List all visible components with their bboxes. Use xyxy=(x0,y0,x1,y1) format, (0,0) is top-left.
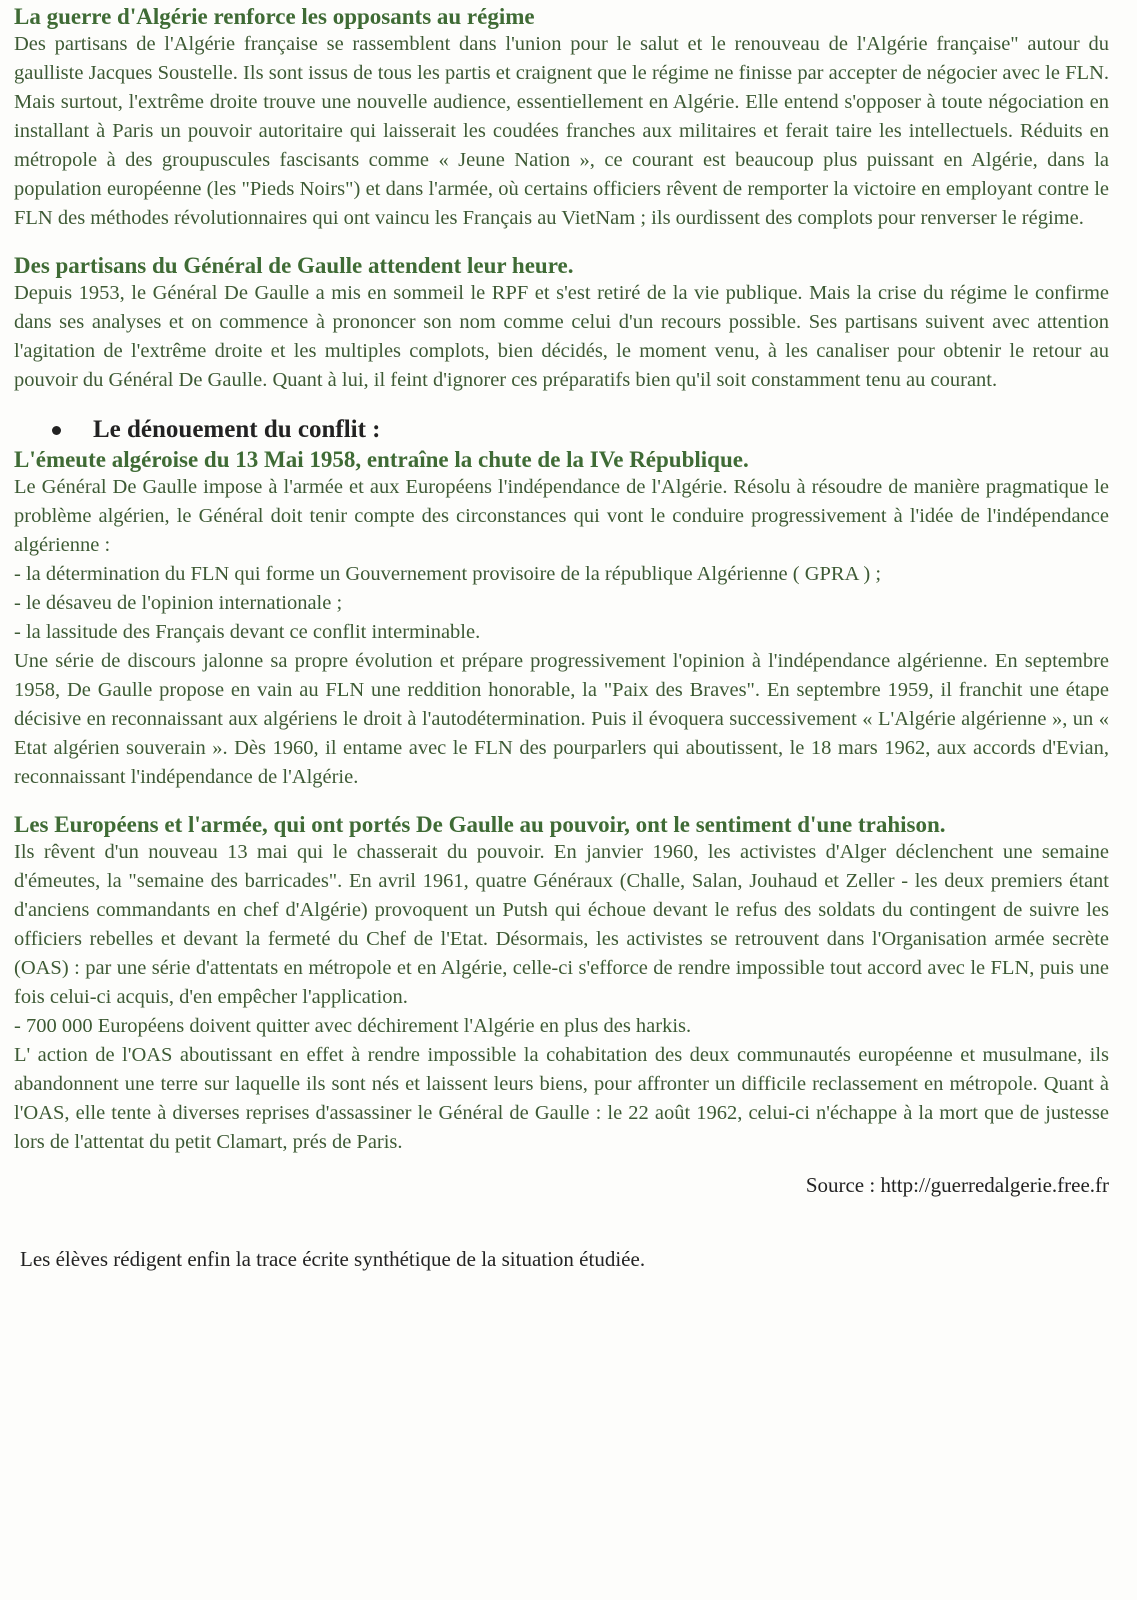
list-item: - 700 000 Européens doivent quitter avec déchirement l'Algérie en plus des harkis. xyxy=(14,1015,692,1037)
section-body-opposants: Des partisans de l'Algérie française se rassemblent dans l'union pour le salut et le renouveau de l'Algérie française" autour du gaulliste Jacques Soustelle. Ils sont issus de tous les partis et craignent que le régime ne finisse par accepter de négocier avec le FLN. Mais surtout, l'extrême droite trouve une nouvelle audience, essentiellement en Algérie. Elle entend s'opposer à toute négociation en installant à Paris un pouvoir autoritaire qui laisserait les coudées franches aux militaires et ferait taire les intellectuels. Réduits en métropole à des groupuscules fascisants comme « Jeune Nation », ce courant est beaucoup plus puissant en Algérie, dans la population européenne (les "Pieds Noirs") et dans l'armée, où certains officiers rêvent de remporter la victoire en employant contre le FLN des méthodes révolutionnaires qui ont vaincu les Français au VietNam ; ils ourdissent des complots pour renverser le régime. xyxy=(14,33,1109,229)
bullet-heading-text: Le dénouement du conflit : xyxy=(93,416,381,443)
section-body-partisans-de-gaulle: Depuis 1953, le Général De Gaulle a mis en sommeil le RPF et s'est retiré de la vie publique. Mais la crise du régime le confirme dans ses analyses et on commence à prononcer son nom comme celui d'un recours possible. Ses partisans suivent avec attention l'agitation de l'extrême droite et les multiples complots, bien décidés, le moment venu, à les canaliser pour obtenir le retour au pouvoir du Général De Gaulle. Quant à lui, il feint d'ignorer ces préparatifs bien qu'il soit constamment tenu au courant. xyxy=(14,282,1109,391)
source-citation: Source : http://guerredalgerie.free.fr xyxy=(805,1173,1109,1197)
section-title-trahison: Les Européens et l'armée, qui ont portés De Gaulle au pouvoir, ont le sentiment d'une trahison. xyxy=(14,812,946,837)
closing-sentence: Les élèves rédigent enfin la trace écrite synthétique de la situation étudiée. xyxy=(20,1247,646,1271)
section-title-opposants: La guerre d'Algérie renforce les opposants au régime xyxy=(14,4,535,29)
list-item: - le désaveu de l'opinion internationale ; xyxy=(14,592,343,614)
section-title-partisans-de-gaulle: Des partisans du Général de Gaulle attendent leur heure. xyxy=(14,253,574,278)
section-body-trahison: Ils rêvent d'un nouveau 13 mai qui le chasserait du pouvoir. En janvier 1960, les activistes d'Alger déclenchent une semaine d'émeutes, la "semaine des barricades". En avril 1961, quatre Généraux (Challe, Salan, Jouhaud et Zeller - les deux premiers étant d'anciens commandants en chef d'Algérie) provoquent un Putsh qui échoue devant le refus des soldats du contingent de suivre les officiers rebelles et devant la fermeté du Chef de l'Etat. Désormais, les activistes se retrouvent dans l'Organisation armée secrète (OAS) : par une série d'attentats en métropole et en Algérie, celle-ci s'efforce de rendre impossible tout accord avec le FLN, puis une fois celui-ci acquis, d'en empêcher l'application. xyxy=(14,841,1109,1008)
section-title-emeute: L'émeute algéroise du 13 Mai 1958, entraîne la chute de la IVe République. xyxy=(14,447,749,472)
bullet-icon xyxy=(52,426,61,435)
section-body-emeute: Une série de discours jalonne sa propre évolution et prépare progressivement l'opinion à l'indépendance algérienne. En septembre 1958, De Gaulle propose en vain au FLN une reddition honorable, la "Paix des Braves". En septembre 1959, il franchit une étape décisive en reconnaissant aux algériens le droit à l'autodétermination. Puis il évoquera successivement « L'Algérie algérienne », un « Etat algérien souverain ». Dès 1960, il entame avec le FLN des pourparlers qui aboutissent, le 18 mars 1962, aux accords d'Evian, reconnaissant l'indépendance de l'Algérie. xyxy=(14,650,1109,788)
bullet-heading-denouement xyxy=(14,415,1109,445)
list-item: - la détermination du FLN qui forme un Gouvernement provisoire de la république Algérienne ( GPRA ) ; xyxy=(14,563,882,585)
section-body2-trahison: L' action de l'OAS aboutissant en effet à rendre impossible la cohabitation des deux communautés européenne et musulmane, ils abandonnent une terre sur laquelle ils sont nés et laissent leurs biens, pour affronter un difficile reclassement en métropole. Quant à l'OAS, elle tente à diverses reprises d'assassiner le Général de Gaulle : le 22 août 1962, celui-ci n'échappe à la mort que de justesse lors de l'attentat du petit Clamart, prés de Paris. xyxy=(14,1044,1109,1153)
section-intro-emeute: Le Général De Gaulle impose à l'armée et aux Européens l'indépendance de l'Algérie. Résolu à résoudre de manière pragmatique le problème algérien, le Général doit tenir compte des circonstances qui vont le conduire progressivement à l'idée de l'indépendance algérienne : xyxy=(14,476,1109,556)
list-item: - la lassitude des Français devant ce conflit interminable. xyxy=(14,621,481,643)
